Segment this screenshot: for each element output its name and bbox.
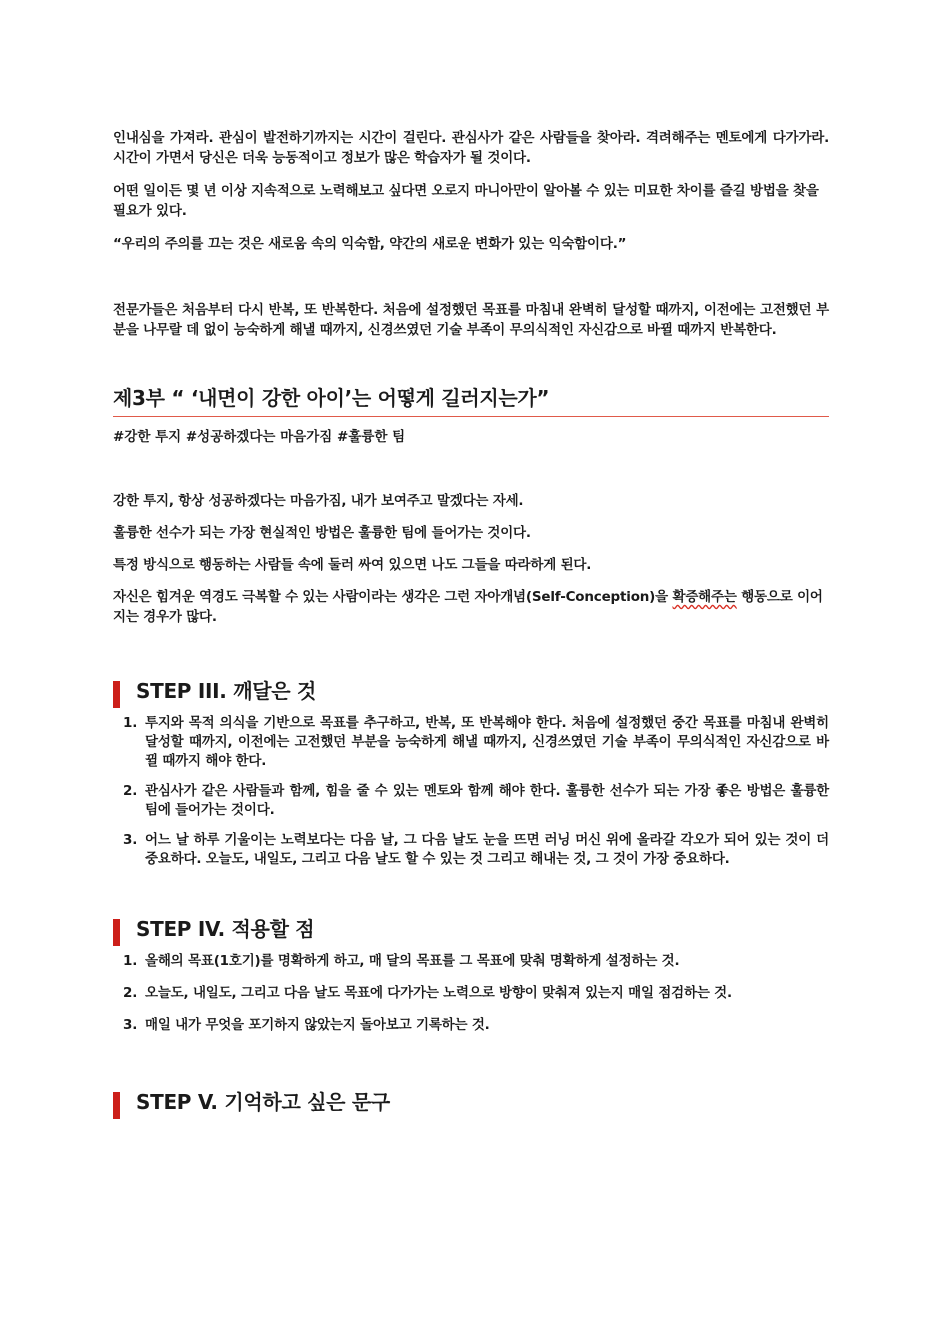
step5-heading <box>113 1088 829 1118</box>
spellcheck-underlined-word: 확증해주는 <box>672 589 737 605</box>
list-number: 3. <box>123 1017 138 1033</box>
step5-title: STEP V. 기억하고 싶은 문구 <box>136 1090 390 1114</box>
list-item-text: 매일 내가 무엇을 포기하지 않았는지 돌아보고 기록하는 것. <box>145 1017 490 1033</box>
list-number: 1. <box>123 715 138 731</box>
step5-accent-bar <box>113 1092 120 1119</box>
step4-title: STEP IV. 적용할 점 <box>136 917 315 941</box>
list-item-text: 투지와 목적 의식을 기반으로 목표를 추구하고, 반복, 또 반복해야 한다. 처음에 설정했던 중간 목표를 마침내 완벽히 달성할 때까지, 이전에는 고전했던 부분을 능숙하게 해낼 때까지, 신경쓰였던 기술 부족이 무의식적인 자신감으로 바뀔 때까지 해야 한다. <box>145 715 829 769</box>
intro-paragraph-1: 인내심을 가져라. 관심이 발전하기까지는 시간이 걸린다. 관심사가 같은 사람들을 찾아라. 격려해주는 멘토에게 다가가라. 시간이 가면서 당신은 더욱 능동적이고 정보가 많은 학습자가 될 것이다. <box>113 130 829 166</box>
list-item <box>113 1016 829 1035</box>
step4-list <box>113 952 829 1035</box>
part3-p4-text-before: 자신은 힘겨운 역경도 극복할 수 있는 사람이라는 생각은 그런 자아개념(Self-Conception)을 <box>113 589 673 605</box>
step3-title: STEP III. 깨달은 것 <box>136 679 316 703</box>
step3-accent-bar <box>113 681 120 708</box>
list-item <box>113 984 829 1003</box>
list-item-text: 어느 날 하루 기울이는 노력보다는 다음 날, 그 다음 날도 눈을 뜨면 러닝 머신 위에 올라갈 각오가 되어 있는 것이 더 중요하다. 오늘도, 내일도, 그리고 다음 날도 할 수 있는 것 그리고 해내는 것, 그 것이 가장 중요하다. <box>145 832 829 867</box>
list-number: 1. <box>123 953 138 969</box>
part3-hashtags: #강한 투지 #성공하겠다는 마음가짐 #훌륭한 팀 <box>113 429 406 445</box>
list-item <box>113 952 829 971</box>
step3-heading <box>113 677 829 707</box>
part3-p4-text-after: 행동으로 이어지는 경우가 많다. <box>113 589 823 625</box>
part3-paragraph-4 <box>113 587 829 627</box>
list-item <box>113 782 829 820</box>
part3-heading: 제3부 “ ‘내면이 강한 아이’는 어떻게 길러지는가” <box>113 384 829 417</box>
intro-quote: “우리의 주의를 끄는 것은 새로움 속의 익숙함, 약간의 새로운 변화가 있는 익숙함이다.” <box>113 236 627 252</box>
step4-heading <box>113 915 829 945</box>
list-number: 2. <box>123 985 138 1001</box>
list-item <box>113 831 829 869</box>
part3-paragraph-2: 훌륭한 선수가 되는 가장 현실적인 방법은 훌륭한 팀에 들어가는 것이다. <box>113 525 531 541</box>
list-item-text: 올해의 목표(1호기)를 명확하게 하고, 매 달의 목표를 그 목표에 맞춰 명확하게 설정하는 것. <box>145 953 680 969</box>
intro-paragraph-2: 어떤 일이든 몇 년 이상 지속적으로 노력해보고 싶다면 오로지 마니아만이 알아볼 수 있는 미묘한 차이를 즐길 방법을 찾을 필요가 있다. <box>113 183 819 219</box>
part3-paragraph-1: 강한 투지, 항상 성공하겠다는 마음가짐, 내가 보여주고 말겠다는 자세. <box>113 493 524 509</box>
list-item-text: 오늘도, 내일도, 그리고 다음 날도 목표에 다가가는 노력으로 방향이 맞춰져 있는지 매일 점검하는 것. <box>145 985 732 1001</box>
step3-list <box>113 714 829 869</box>
list-number: 2. <box>123 783 138 799</box>
list-item-text: 관심사가 같은 사람들과 함께, 힘을 줄 수 있는 멘토와 함께 해야 한다. 훌륭한 선수가 되는 가장 좋은 방법은 훌륭한 팀에 들어가는 것이다. <box>145 783 829 818</box>
step4-accent-bar <box>113 919 120 946</box>
list-number: 3. <box>123 832 138 848</box>
document-content <box>113 128 829 1118</box>
intro-paragraph-3: 전문가들은 처음부터 다시 반복, 또 반복한다. 처음에 설정했던 목표를 마침내 완벽히 달성할 때까지, 이전에는 고전했던 부분을 나무랄 데 없이 능숙하게 해낼 때까지, 신경쓰였던 기술 부족이 무의식적인 자신감으로 바뀔 때까지 반복한다. <box>113 302 829 338</box>
part3-paragraph-3: 특정 방식으로 행동하는 사람들 속에 둘러 싸여 있으면 나도 그들을 따라하게 된다. <box>113 557 592 573</box>
list-item <box>113 714 829 771</box>
